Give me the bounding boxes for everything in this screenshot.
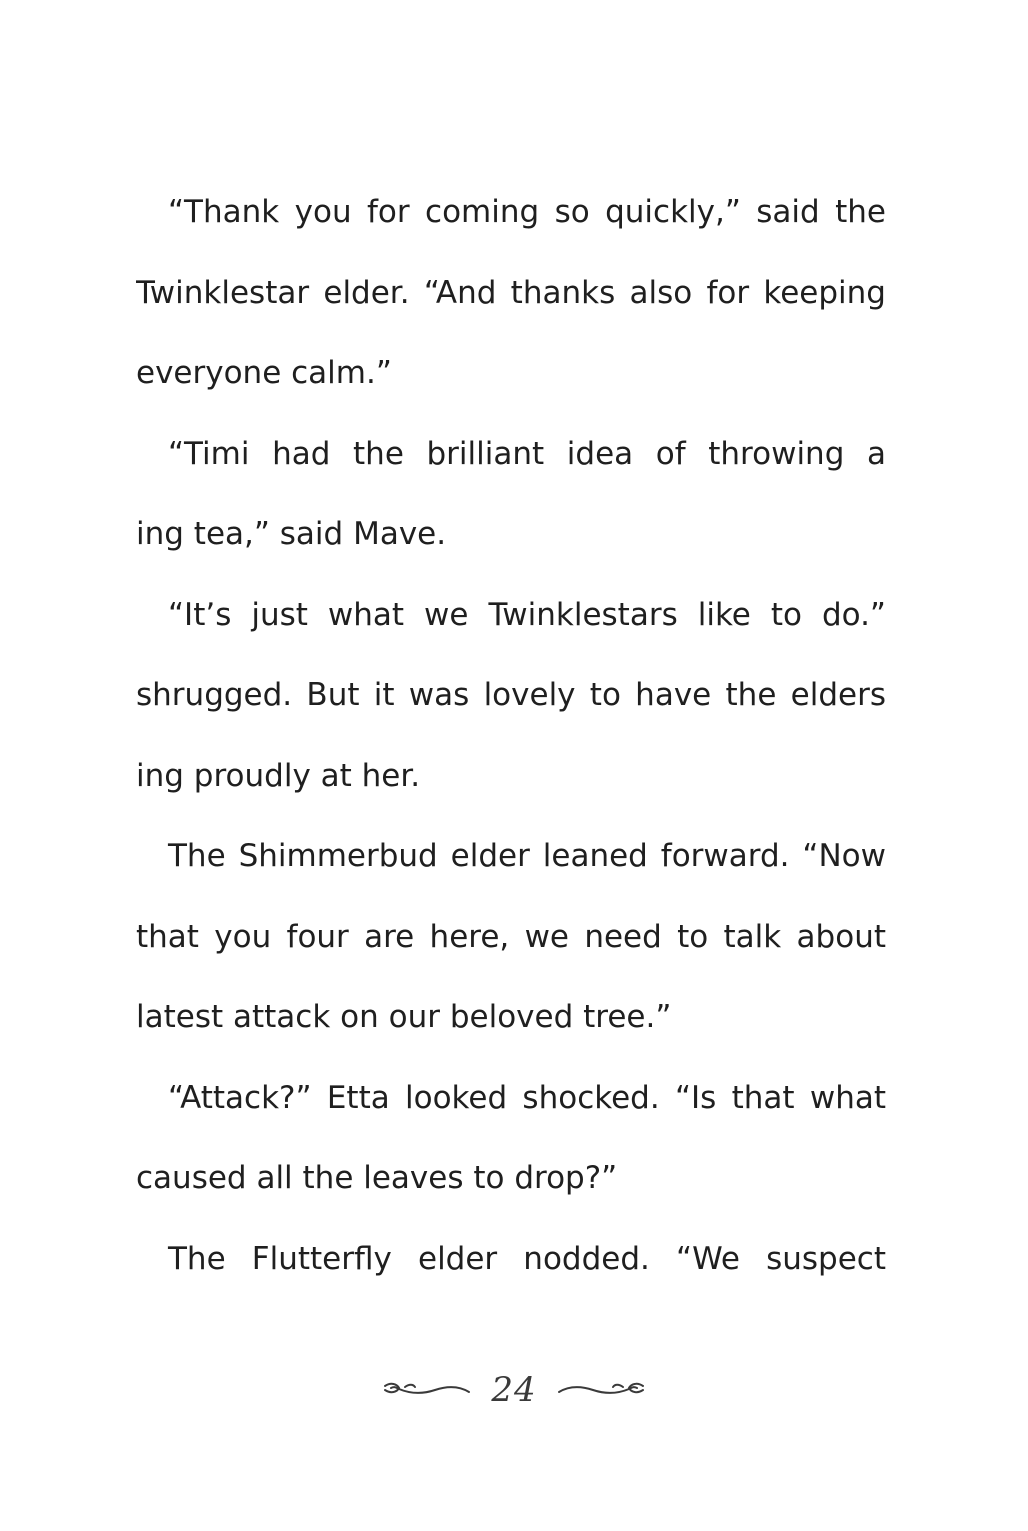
text-line: The Flutterfly elder nodded. “We suspect — [168, 1240, 886, 1277]
text-line: “Attack?” Etta looked shocked. “Is that what — [168, 1079, 886, 1116]
body-text — [136, 172, 886, 1299]
page-footer — [0, 1360, 1028, 1420]
text-line: that you four are here, we need to talk about — [136, 918, 886, 955]
text-line: The Shimmerbud elder leaned forward. “Now — [168, 838, 886, 874]
text-line: “Timi had the brilliant idea of throwing a — [168, 435, 886, 472]
text-line: ing proudly at her. — [136, 757, 421, 794]
text-line: “Thank you for coming so quickly,” said the — [168, 194, 886, 230]
page-number: 24 — [491, 1370, 537, 1410]
text-line: Twinklestar elder. “And thanks also for keeping — [136, 274, 886, 311]
text-line: ing tea,” said Mave. — [136, 516, 447, 552]
text-line: everyone calm.” — [136, 355, 392, 391]
text-line: shrugged. But it was lovely to have the elders — [136, 677, 886, 713]
flourish-left-icon — [381, 1378, 473, 1402]
text-line: caused all the leaves to drop?” — [136, 1160, 618, 1196]
text-line: latest attack on our beloved tree.” — [136, 999, 672, 1035]
text-line: “It’s just what we Twinklestars like to do.” — [168, 596, 886, 633]
flourish-right-icon — [555, 1378, 647, 1402]
